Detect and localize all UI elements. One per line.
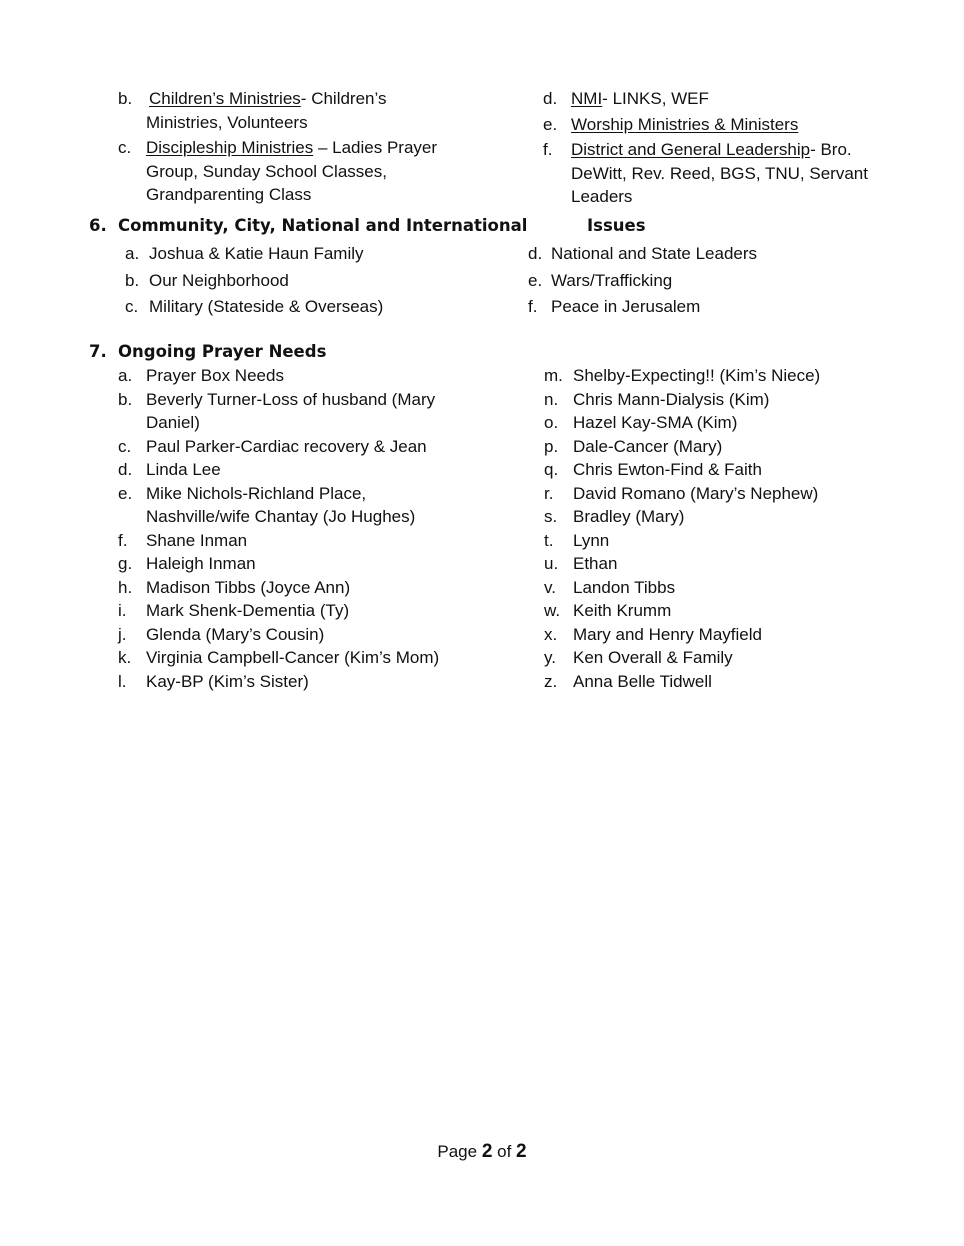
list-text: Keith Krumm	[573, 601, 672, 620]
list-text: Beverly Turner-Loss of husband (Mary Daniel)	[146, 389, 436, 432]
list-letter: i.	[118, 601, 127, 620]
list-item	[118, 623, 458, 647]
ministry-detail: Children’s Ministries, Volunteers	[146, 89, 387, 132]
list-text: Linda Lee	[146, 460, 221, 479]
list-letter: b.	[118, 389, 133, 409]
list-item	[544, 599, 884, 623]
list-text: Chris Mann-Dialysis (Kim)	[573, 389, 770, 409]
list-letter: c.	[118, 138, 132, 157]
list-text: Kay-BP (Kim’s Sister)	[146, 671, 309, 691]
list-text: Ethan	[573, 554, 618, 573]
section5-left-column	[118, 87, 448, 207]
list-item	[118, 552, 458, 576]
list-item	[543, 113, 873, 137]
separator: –	[313, 138, 333, 157]
list-text: Glenda (Mary’s Cousin)	[146, 624, 325, 644]
list-text: Ken Overall & Family	[573, 648, 733, 667]
list-text: Paul Parker-Cardiac recovery & Jean	[146, 436, 427, 456]
list-letter: j.	[118, 624, 127, 644]
list-letter: l.	[118, 671, 127, 691]
list-item	[118, 576, 458, 600]
list-item	[118, 670, 458, 694]
list-letter: s.	[544, 507, 558, 526]
list-item	[125, 268, 515, 295]
list-letter: x.	[544, 624, 558, 644]
list-item	[528, 268, 888, 295]
section6-heading-continued	[587, 216, 646, 235]
list-text: Madison Tibbs (Joyce Ann)	[146, 577, 351, 597]
total-pages: 2	[516, 1141, 527, 1162]
list-item	[544, 505, 884, 529]
list-letter: q.	[544, 460, 559, 479]
section7-right-column	[544, 364, 884, 693]
list-item	[544, 576, 884, 600]
list-item	[544, 411, 884, 435]
list-item	[544, 482, 884, 506]
list-item	[118, 646, 458, 670]
list-text: Dale-Cancer (Mary)	[573, 436, 723, 456]
section-title-continued: Issues	[587, 216, 646, 235]
list-letter: e.	[118, 483, 133, 503]
list-text: Anna Belle Tidwell	[573, 671, 712, 691]
list-text: Haleigh Inman	[146, 554, 256, 573]
list-letter: e.	[543, 114, 558, 134]
list-item	[528, 294, 888, 321]
section-number: 7.	[89, 342, 107, 361]
list-text: Lynn	[573, 530, 610, 550]
list-text: National and State Leaders	[551, 244, 758, 263]
list-item	[544, 623, 884, 647]
list-letter: z.	[544, 671, 558, 691]
list-letter: w.	[544, 601, 561, 620]
current-page: 2	[481, 1141, 493, 1162]
section7-left-column	[118, 364, 458, 693]
list-letter: f.	[118, 530, 128, 550]
list-text: Joshua & Katie Haun Family	[149, 244, 364, 263]
section6-heading	[89, 216, 527, 235]
ministry-detail: Ladies Prayer Group, Sunday School Classes, Grandparenting Class	[146, 138, 438, 204]
separator: -	[810, 140, 821, 159]
list-item	[543, 138, 873, 209]
list-letter: c.	[125, 297, 139, 316]
ministry-link: Discipleship Ministries	[146, 138, 314, 157]
list-letter: e.	[528, 270, 543, 290]
list-text: Shane Inman	[146, 530, 248, 550]
list-text: Our Neighborhood	[149, 270, 289, 290]
list-text: David Romano (Mary’s Nephew)	[573, 483, 819, 503]
list-letter: o.	[544, 413, 559, 432]
page-number-footer	[0, 1141, 964, 1163]
ministry-detail: Bro. DeWitt, Rev. Reed, BGS, TNU, Servant Leaders	[571, 140, 868, 206]
list-letter: u.	[544, 554, 559, 573]
list-text: Bradley (Mary)	[573, 507, 685, 526]
list-letter: k.	[118, 648, 132, 667]
list-letter: g.	[118, 554, 133, 573]
list-text: Landon Tibbs	[573, 577, 676, 597]
list-letter: m.	[544, 366, 563, 385]
list-item	[544, 552, 884, 576]
list-letter: y.	[544, 648, 556, 667]
list-item	[544, 435, 884, 459]
list-text: Mike Nichols-Richland Place, Nashville/wife Chantay (Jo Hughes)	[146, 483, 416, 526]
section5-right-column	[543, 87, 873, 209]
list-letter: r.	[544, 483, 554, 503]
list-text: Wars/Trafficking	[551, 270, 673, 290]
list-item	[118, 364, 458, 388]
section-title: Community, City, National and International	[118, 216, 528, 235]
list-item	[125, 294, 515, 321]
ministry-link: Worship Ministries & Ministers	[571, 114, 799, 134]
list-item	[544, 529, 884, 553]
list-item	[544, 388, 884, 412]
separator: -	[300, 89, 312, 108]
ministry-link: District and General Leadership	[571, 140, 811, 159]
list-letter: v.	[544, 577, 556, 597]
list-letter: n.	[544, 389, 559, 409]
list-item	[118, 87, 448, 134]
list-item	[544, 458, 884, 482]
section-title: Ongoing Prayer Needs	[118, 342, 327, 361]
list-item	[528, 241, 888, 268]
list-item	[544, 646, 884, 670]
separator: -	[602, 89, 613, 108]
ministry-link: NMI	[571, 89, 603, 108]
list-letter: a.	[125, 244, 140, 263]
ministry-link: Children’s Ministries	[149, 89, 301, 108]
list-letter: t.	[544, 530, 554, 550]
list-text: Military (Stateside & Overseas)	[149, 297, 384, 316]
ministry-detail: LINKS, WEF	[612, 89, 709, 108]
list-item	[125, 241, 515, 268]
list-letter: h.	[118, 577, 133, 597]
section6-right-column	[528, 241, 888, 321]
list-item	[544, 364, 884, 388]
list-text: Virginia Campbell-Cancer (Kim’s Mom)	[146, 648, 440, 667]
list-text: Shelby-Expecting!! (Kim’s Niece)	[573, 366, 821, 385]
list-letter: a.	[118, 366, 133, 385]
list-text: Peace in Jerusalem	[551, 297, 701, 316]
page-of-label: of	[497, 1142, 512, 1161]
section-number: 6.	[89, 216, 107, 235]
list-letter: d.	[528, 244, 543, 263]
list-item	[118, 136, 448, 207]
list-letter: f.	[543, 140, 553, 159]
list-text: Hazel Kay-SMA (Kim)	[573, 413, 738, 432]
list-text: Prayer Box Needs	[146, 366, 284, 385]
list-letter: b.	[118, 89, 133, 108]
list-letter: d.	[543, 89, 558, 108]
list-text: Mark Shenk-Dementia (Ty)	[146, 601, 350, 620]
list-text: Mary and Henry Mayfield	[573, 624, 762, 644]
list-item	[544, 670, 884, 694]
section7-heading	[89, 342, 326, 361]
list-item	[118, 388, 458, 435]
list-letter: b.	[125, 270, 140, 290]
list-letter: f.	[528, 297, 538, 316]
list-letter: p.	[544, 436, 559, 456]
list-item	[118, 599, 458, 623]
list-item	[118, 435, 458, 459]
list-item	[543, 87, 873, 111]
list-text: Chris Ewton-Find & Faith	[573, 460, 762, 479]
list-item	[118, 482, 436, 529]
page-label: Page	[437, 1142, 478, 1161]
list-letter: c.	[118, 436, 132, 456]
list-letter: d.	[118, 460, 133, 479]
section6-left-column	[125, 241, 515, 321]
list-item	[118, 458, 458, 482]
list-item	[118, 529, 458, 553]
